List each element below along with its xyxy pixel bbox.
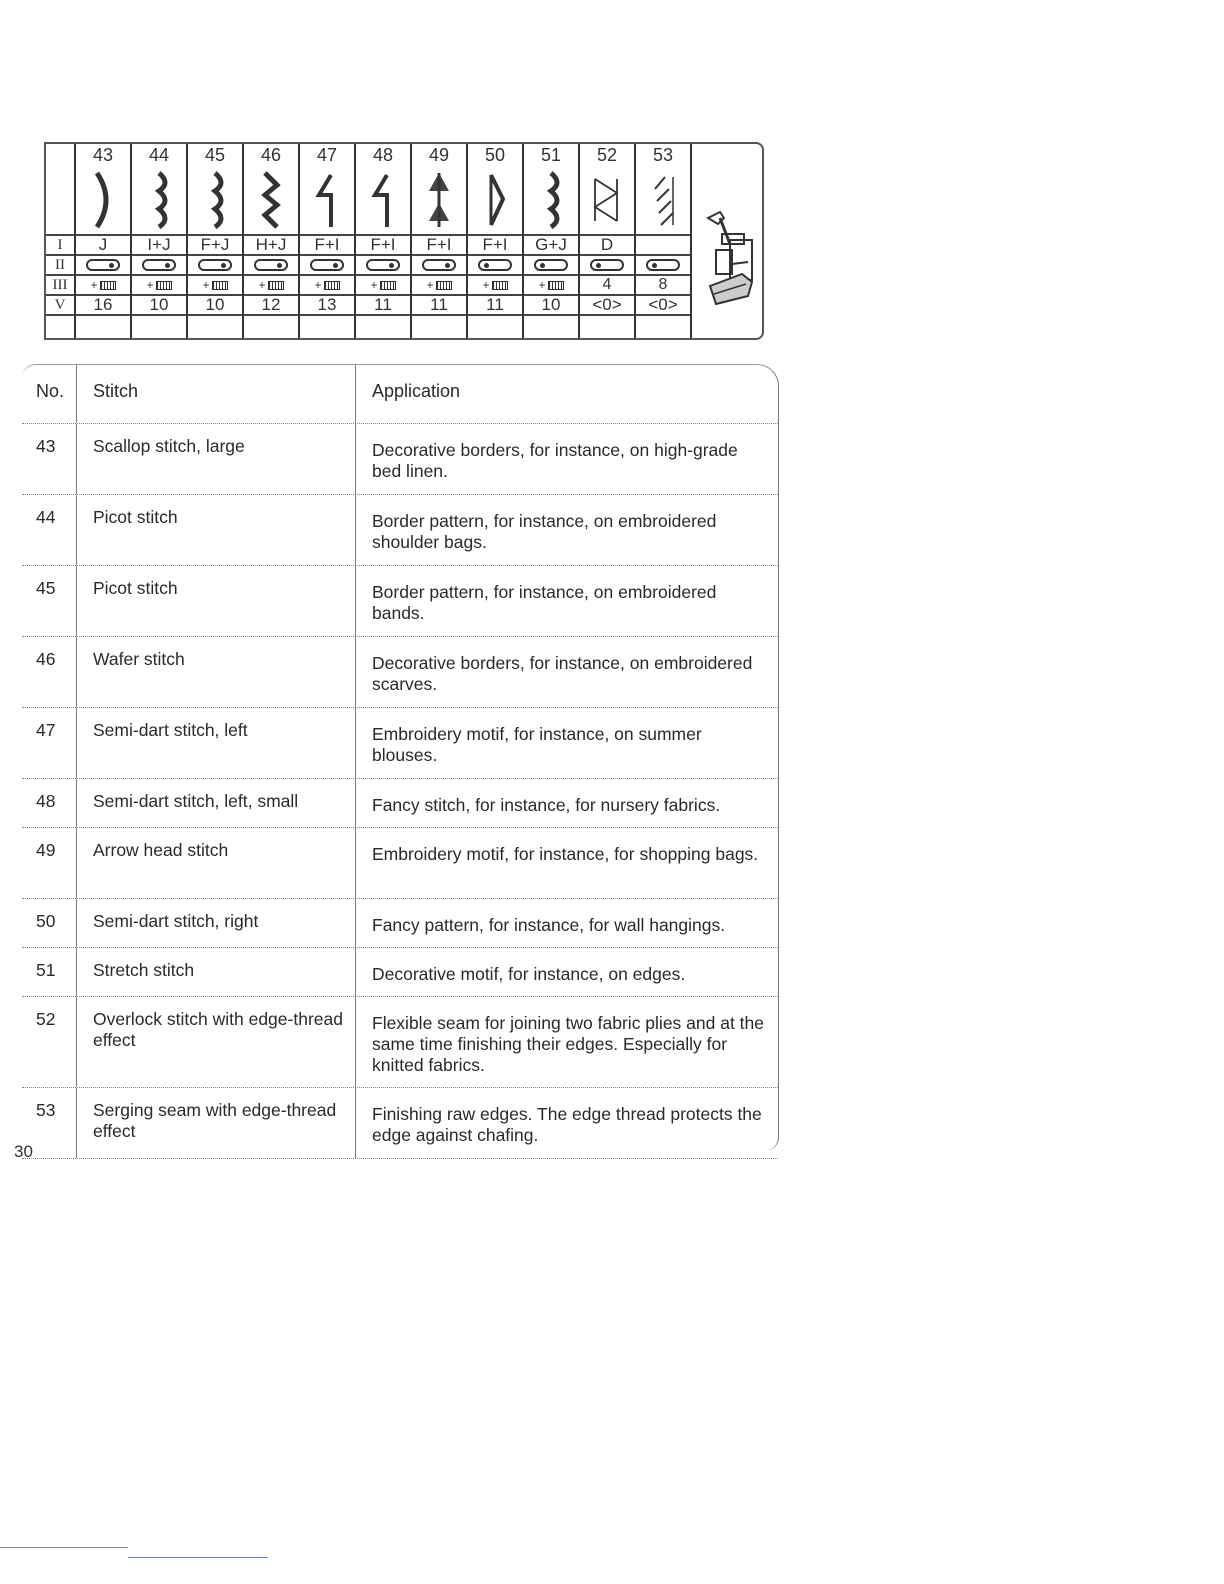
stitch-width	[132, 276, 188, 296]
needle-position-icon	[646, 259, 680, 271]
filler	[468, 316, 524, 338]
filler	[300, 316, 356, 338]
table-row	[22, 997, 778, 1088]
presser-setting: J	[76, 236, 132, 256]
needle-position-icon	[366, 259, 400, 271]
row-label: I	[46, 236, 76, 256]
stitch-pattern-53-icon	[643, 169, 683, 231]
needle-position	[580, 256, 636, 276]
stitch-length: 16	[76, 296, 132, 316]
cell-no: 45	[36, 578, 56, 598]
stitch-length: 12	[244, 296, 300, 316]
width-value: 4	[602, 276, 612, 293]
needle-position-icon	[254, 259, 288, 271]
header-no: No.	[36, 381, 65, 401]
cell-stitch: Arrow head stitch	[76, 828, 356, 898]
table-row	[22, 828, 778, 899]
pattern-number: 50	[468, 144, 524, 166]
width-scale-icon	[492, 281, 508, 290]
pattern-number: 52	[580, 144, 636, 166]
width-sign: +	[90, 278, 98, 292]
width-sign: +	[370, 278, 378, 292]
width-sign: +	[202, 278, 210, 292]
stitch-length: 11	[412, 296, 468, 316]
width-sign: +	[482, 278, 490, 292]
stitch-length: 11	[468, 296, 524, 316]
pattern-number: 45	[188, 144, 244, 166]
pattern-number: 49	[412, 144, 468, 166]
cell-no: 49	[36, 840, 56, 860]
stitch-length: <0>	[636, 296, 692, 316]
filler	[46, 316, 76, 338]
filler	[132, 316, 188, 338]
needle-position	[244, 256, 300, 276]
pattern-number: 51	[524, 144, 580, 166]
row-label: V	[46, 296, 76, 316]
table-row	[22, 1088, 778, 1159]
presser-setting: F+I	[468, 236, 524, 256]
pattern-number: 47	[300, 144, 356, 166]
filler	[636, 316, 692, 338]
cell-stitch: Scallop stitch, large	[76, 424, 356, 494]
filler	[412, 316, 468, 338]
pattern-number: 53	[636, 144, 692, 166]
stitch-pattern-48-icon	[363, 169, 403, 231]
needle-position-icon	[142, 259, 176, 271]
stitch-width	[356, 276, 412, 296]
width-scale-icon	[100, 281, 116, 290]
cell-no: 44	[36, 507, 56, 527]
stitch-width	[580, 276, 636, 296]
filler	[76, 316, 132, 338]
cell-stitch: Serging seam with edge-thread effect	[76, 1088, 356, 1158]
width-scale-icon	[324, 281, 340, 290]
stitch-symbol	[356, 166, 412, 236]
page-number: 30	[14, 1142, 33, 1161]
stitch-width	[636, 276, 692, 296]
needle-position	[468, 256, 524, 276]
presser-setting: H+J	[244, 236, 300, 256]
presser-setting	[636, 236, 692, 256]
width-sign: +	[314, 278, 322, 292]
filler	[524, 316, 580, 338]
stitch-length: 10	[524, 296, 580, 316]
filler	[580, 316, 636, 338]
pattern-number: 46	[244, 144, 300, 166]
header-stitch: Stitch	[76, 365, 356, 423]
cell-application: Decorative motif, for instance, on edges.	[372, 964, 686, 984]
needle-position-icon	[534, 259, 568, 271]
stitch-width	[188, 276, 244, 296]
stitch-pattern-50-icon	[475, 169, 515, 231]
width-value: 8	[658, 276, 668, 293]
stitch-pattern-51-icon	[531, 169, 571, 231]
cell-no: 46	[36, 649, 56, 669]
row-label: II	[46, 256, 76, 276]
stitch-length: 10	[188, 296, 244, 316]
cell-no: 51	[36, 960, 56, 980]
cell-stitch: Semi-dart stitch, left, small	[76, 779, 356, 827]
cell-stitch: Overlock stitch with edge-thread effect	[76, 997, 356, 1087]
stitch-symbol	[300, 166, 356, 236]
needle-position-icon	[422, 259, 456, 271]
stitch-length: <0>	[580, 296, 636, 316]
cell-application: Decorative borders, for instance, on high-grade bed linen.	[372, 440, 738, 481]
presser-setting: F+I	[300, 236, 356, 256]
cell-stitch: Semi-dart stitch, left	[76, 708, 356, 778]
stitch-width	[300, 276, 356, 296]
width-scale-icon	[212, 281, 228, 290]
symbol-row-label	[46, 166, 76, 236]
stitch-symbol	[636, 166, 692, 236]
stitch-symbol	[412, 166, 468, 236]
corner	[46, 144, 76, 166]
cell-stitch: Semi-dart stitch, right	[76, 899, 356, 947]
table-row	[22, 637, 778, 708]
cell-application: Decorative borders, for instance, on embroidered scarves.	[372, 653, 753, 694]
stitch-width	[524, 276, 580, 296]
cell-no: 43	[36, 436, 56, 456]
width-sign: +	[426, 278, 434, 292]
width-sign: +	[258, 278, 266, 292]
width-sign: +	[538, 278, 546, 292]
stitch-symbol	[244, 166, 300, 236]
presser-setting: F+I	[356, 236, 412, 256]
width-scale-icon	[436, 281, 452, 290]
stitch-pattern-46-icon	[251, 169, 291, 231]
cell-no: 48	[36, 791, 56, 811]
cell-application: Embroidery motif, for instance, for shopping bags.	[372, 844, 759, 864]
presser-setting: F+I	[412, 236, 468, 256]
needle-position-icon	[590, 259, 624, 271]
needle-position-icon	[310, 259, 344, 271]
settings-grid	[46, 144, 696, 338]
stitch-symbol	[76, 166, 132, 236]
stitch-length: 13	[300, 296, 356, 316]
stitch-table	[22, 364, 779, 1151]
cell-application: Fancy pattern, for instance, for wall hangings.	[372, 915, 726, 935]
stitch-symbol	[580, 166, 636, 236]
width-sign: +	[146, 278, 154, 292]
stitch-pattern-44-icon	[139, 169, 179, 231]
cell-application: Border pattern, for instance, on embroidered bands.	[372, 582, 717, 623]
pattern-number: 48	[356, 144, 412, 166]
stitch-width	[412, 276, 468, 296]
cell-application: Flexible seam for joining two fabric plies and at the same time finishing their edges. Especially for knitted fabrics.	[372, 1013, 765, 1075]
row-label: III	[46, 276, 76, 296]
stitch-length: 11	[356, 296, 412, 316]
needle-position-icon	[86, 259, 120, 271]
cell-application: Finishing raw edges. The edge thread protects the edge against chafing.	[372, 1104, 762, 1145]
filler	[188, 316, 244, 338]
needle-position	[412, 256, 468, 276]
needle-position	[188, 256, 244, 276]
cell-no: 50	[36, 911, 56, 931]
stitch-pattern-45-icon	[195, 169, 235, 231]
stitch-pattern-43-icon	[83, 169, 123, 231]
cell-no: 53	[36, 1100, 56, 1120]
pattern-number: 43	[76, 144, 132, 166]
cell-no: 52	[36, 1009, 56, 1029]
presser-foot-icon	[702, 204, 758, 314]
cell-application: Embroidery motif, for instance, on summer blouses.	[372, 724, 702, 765]
stitch-width	[244, 276, 300, 296]
needle-position	[524, 256, 580, 276]
table-row	[22, 948, 778, 997]
presser-setting: I+J	[132, 236, 188, 256]
needle-position-icon	[478, 259, 512, 271]
stitch-settings-chart	[44, 142, 764, 340]
needle-position-icon	[198, 259, 232, 271]
cell-application: Border pattern, for instance, on embroidered shoulder bags.	[372, 511, 717, 552]
stitch-symbol	[524, 166, 580, 236]
table-header	[22, 365, 778, 424]
pattern-number: 44	[132, 144, 188, 166]
stitch-width	[76, 276, 132, 296]
cell-stitch: Wafer stitch	[76, 637, 356, 707]
needle-position	[356, 256, 412, 276]
presser-setting: D	[580, 236, 636, 256]
needle-position	[76, 256, 132, 276]
needle-position	[132, 256, 188, 276]
needle-position	[636, 256, 692, 276]
stitch-width	[468, 276, 524, 296]
cell-stitch: Picot stitch	[76, 566, 356, 636]
cell-stitch: Picot stitch	[76, 495, 356, 565]
table-row	[22, 899, 778, 948]
cell-stitch: Stretch stitch	[76, 948, 356, 996]
stitch-length: 10	[132, 296, 188, 316]
filler	[356, 316, 412, 338]
presser-setting: F+J	[188, 236, 244, 256]
footer-rule	[0, 1547, 128, 1548]
table-row	[22, 779, 778, 828]
table-row	[22, 495, 778, 566]
table-row	[22, 708, 778, 779]
table-body	[22, 424, 778, 1159]
cell-application: Fancy stitch, for instance, for nursery fabrics.	[372, 795, 721, 815]
header-application: Application	[372, 381, 461, 401]
stitch-symbol	[132, 166, 188, 236]
stitch-pattern-49-icon	[419, 169, 459, 231]
needle-position	[300, 256, 356, 276]
width-scale-icon	[268, 281, 284, 290]
stitch-pattern-52-icon	[587, 169, 627, 231]
footer-rule-accent	[128, 1557, 268, 1558]
width-scale-icon	[380, 281, 396, 290]
stitch-symbol	[468, 166, 524, 236]
table-row	[22, 424, 778, 495]
presser-setting: G+J	[524, 236, 580, 256]
width-scale-icon	[548, 281, 564, 290]
stitch-pattern-47-icon	[307, 169, 347, 231]
cell-no: 47	[36, 720, 56, 740]
filler	[244, 316, 300, 338]
stitch-symbol	[188, 166, 244, 236]
width-scale-icon	[156, 281, 172, 290]
table-row	[22, 566, 778, 637]
